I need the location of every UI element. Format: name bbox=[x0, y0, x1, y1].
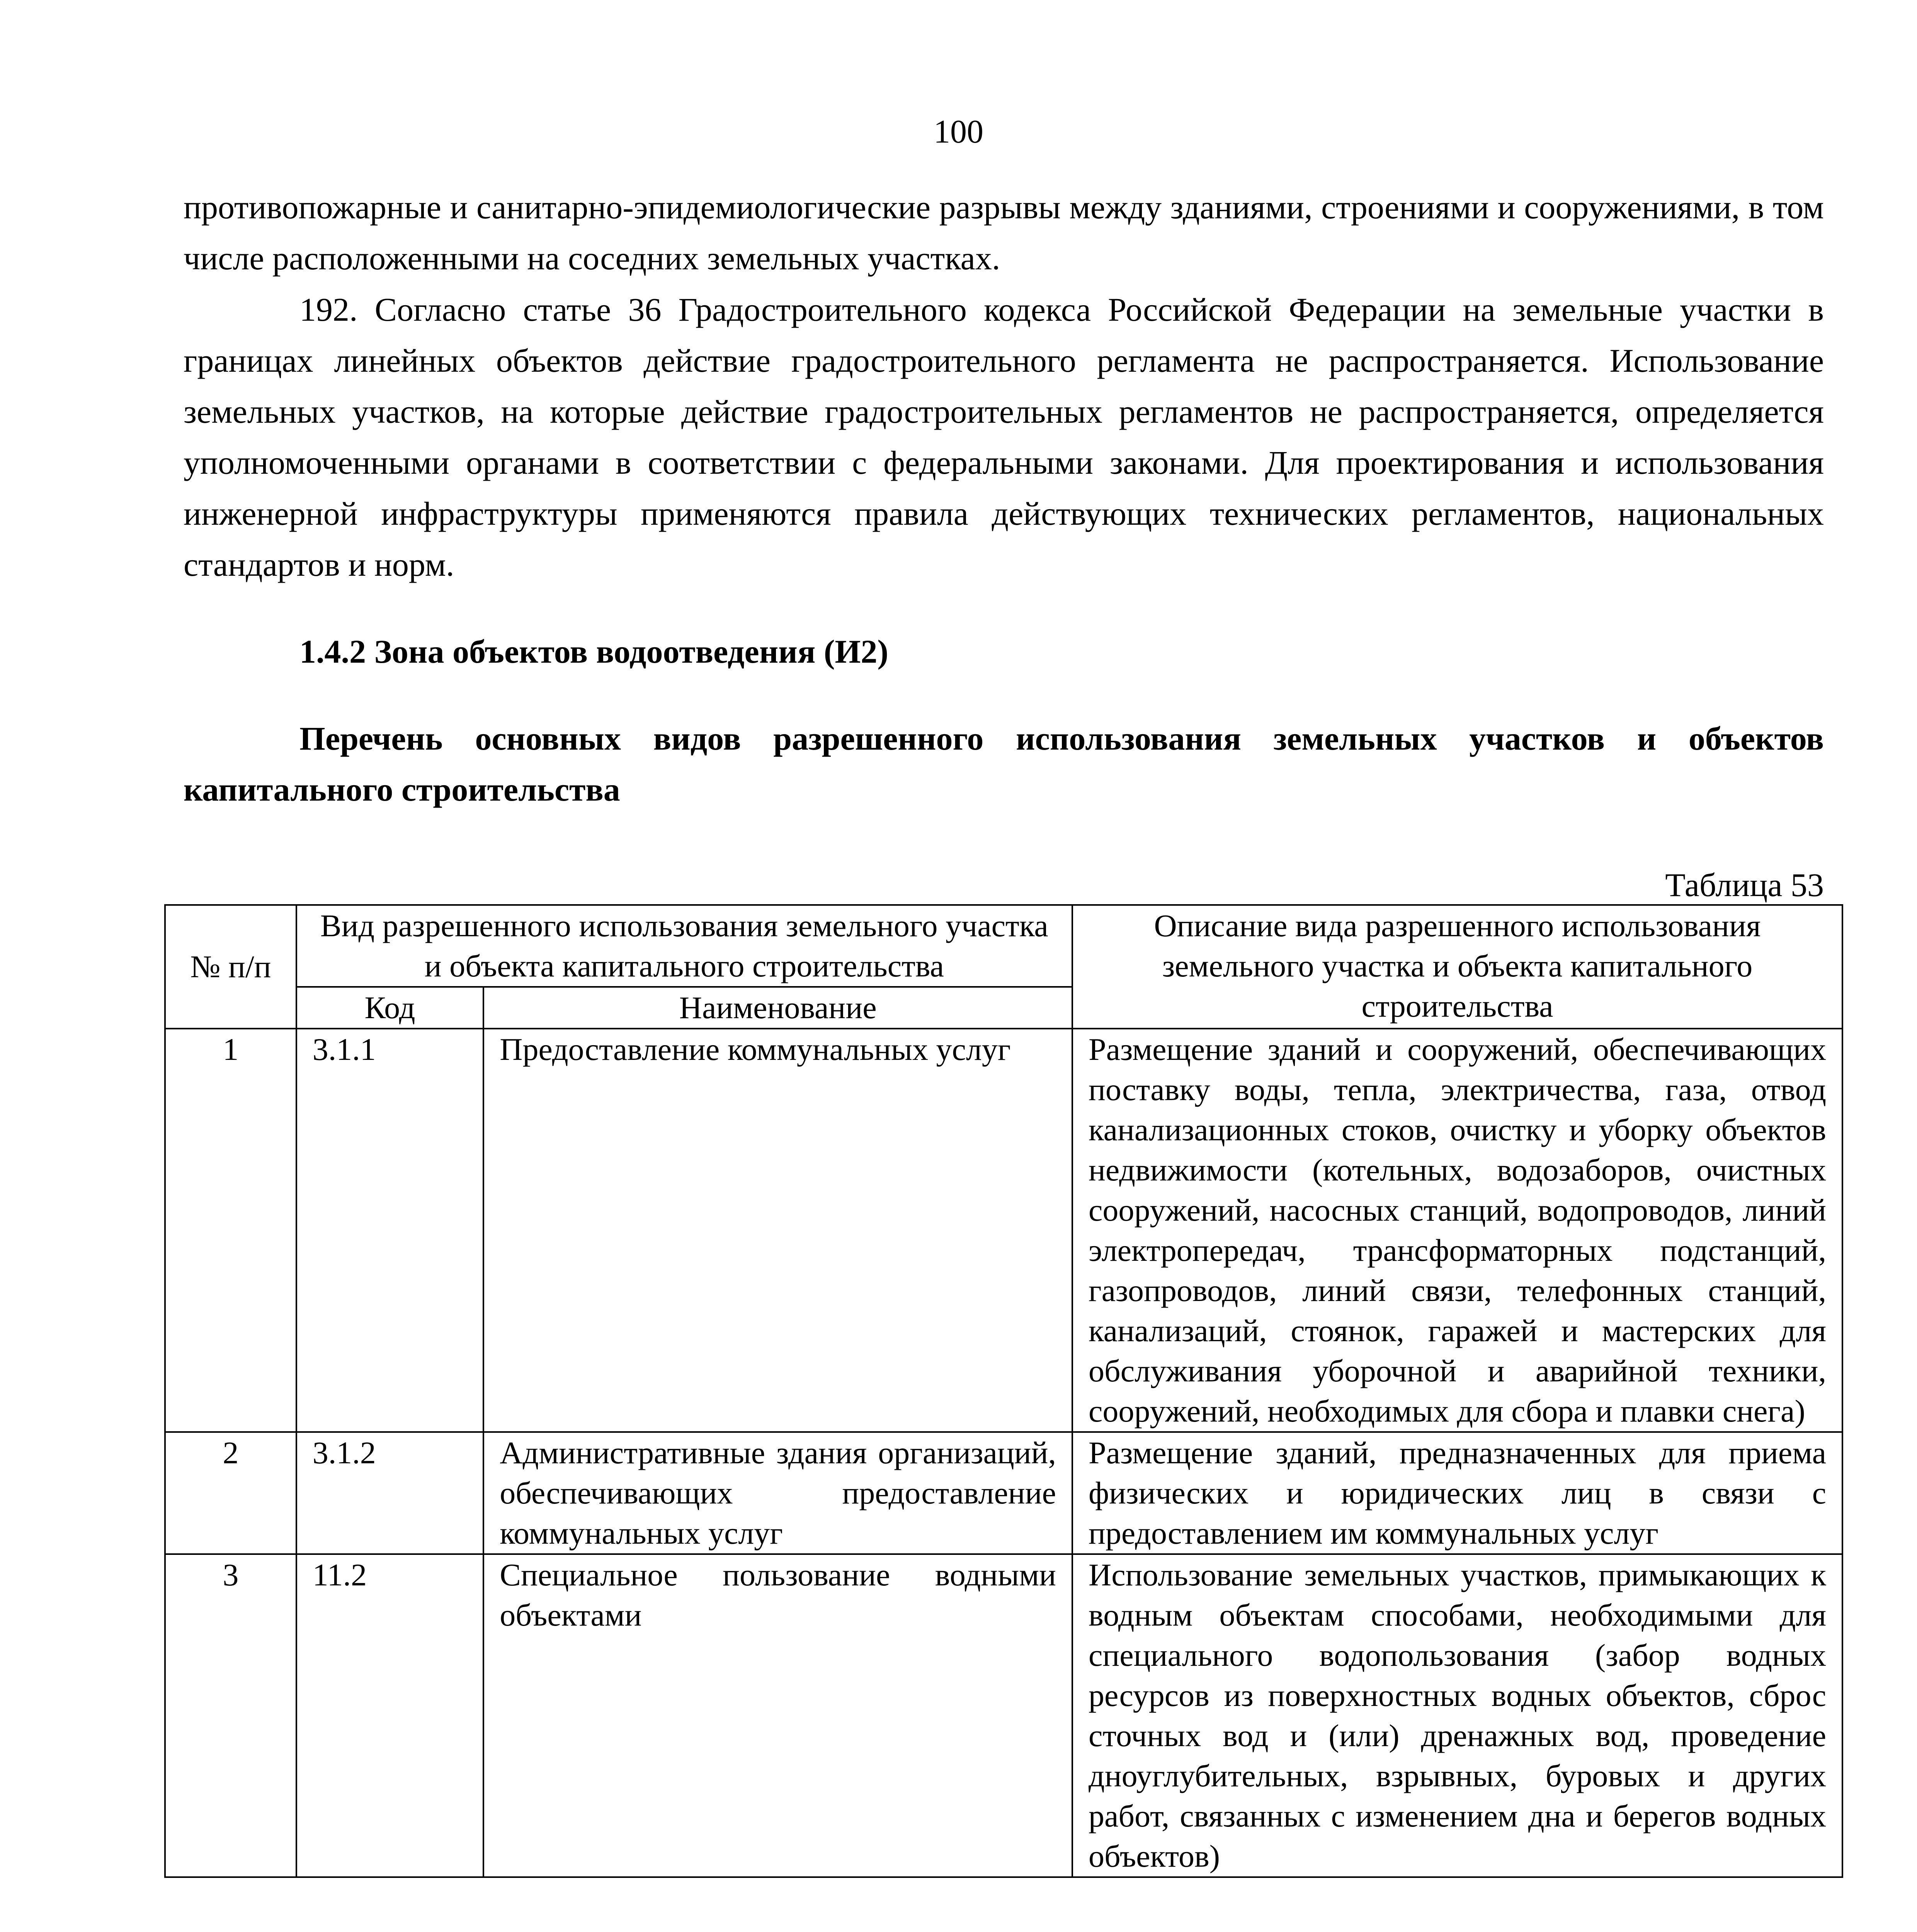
intro-paragraph: противопожарные и санитарно-эпидемиологические разрывы между зданиями, строениями и сооружениями, в том числе расположенными на соседних земельных участках. bbox=[184, 189, 1824, 277]
table-53 bbox=[164, 904, 1843, 1878]
row-desc: Размещение зданий, предназначенных для приема физических и юридических лиц в связи с предоставлением им коммунальных услуг bbox=[1072, 1432, 1842, 1554]
row-num: 2 bbox=[165, 1432, 296, 1554]
table-53-caption: Таблица 53 bbox=[1665, 866, 1824, 903]
main-list-heading: Перечень основных видов разрешенного использования земельных участков и объектов капитального строительства bbox=[184, 720, 1824, 808]
row-desc: Использование земельных участков, примыкающих к водным объектам способами, необходимыми для специального водопользования (забор водных ресурсов из поверхностных водных объектов, сброс сточных вод и (или) дренажных вод, проведение дноуглубительных, взрывных, буровых и других работ, связанных с изменением дна и берегов водных объектов) bbox=[1072, 1554, 1842, 1877]
header-name: Наименование bbox=[483, 987, 1072, 1029]
paragraph-192: 192. Согласно статье 36 Градостроительного кодекса Российской Федерации на земельные участки в границах линейных объектов действие градостроительного регламента не распространяется. Использование земельных участков, на которые действие градостроительных регламентов не распространяется, определяется уполномоченными органами в соответствии с федеральными законами. Для проектирования и использования инженерной инфраструктуры применяются правила действующих технических регламентов, национальных стандартов и норм. bbox=[184, 291, 1824, 583]
table-row bbox=[165, 1432, 1842, 1554]
row-code: 3.1.2 bbox=[296, 1432, 484, 1554]
row-num: 1 bbox=[165, 1029, 296, 1432]
row-desc: Размещение зданий и сооружений, обеспечивающих поставку воды, тепла, электричества, газа, отвод канализационных стоков, очистку и уборку объектов недвижимости (котельных, водозаборов, очистных сооружений, насосных станций, водопроводов, линий электропередач, трансформаторных подстанций, газопроводов, линий связи, телефонных станций, канализаций, стоянок, гаражей и мастерских для обслуживания уборочной и аварийной техники, сооружений, необходимых для сбора и плавки снега) bbox=[1072, 1029, 1842, 1432]
header-desc: Описание вида разрешенного использования земельного участка и объекта капитального строительства bbox=[1072, 905, 1842, 1029]
page-number: 100 bbox=[934, 113, 983, 150]
table-header-row bbox=[165, 905, 1842, 987]
section-heading: 1.4.2 Зона объектов водоотведения (И2) bbox=[299, 633, 889, 670]
row-name: Предоставление коммунальных услуг bbox=[483, 1029, 1072, 1432]
table-row bbox=[165, 1029, 1842, 1432]
row-name: Административные здания организаций, обеспечивающих предоставление коммунальных услуг bbox=[483, 1432, 1072, 1554]
row-num: 3 bbox=[165, 1554, 296, 1877]
table-row bbox=[165, 1554, 1842, 1877]
header-code: Код bbox=[296, 987, 484, 1029]
header-num: № п/п bbox=[165, 905, 296, 1029]
header-kind: Вид разрешенного использования земельного участка и объекта капитального строительства bbox=[296, 905, 1072, 987]
row-code: 11.2 bbox=[296, 1554, 484, 1877]
row-code: 3.1.1 bbox=[296, 1029, 484, 1432]
row-name: Специальное пользование водными объектами bbox=[483, 1554, 1072, 1877]
